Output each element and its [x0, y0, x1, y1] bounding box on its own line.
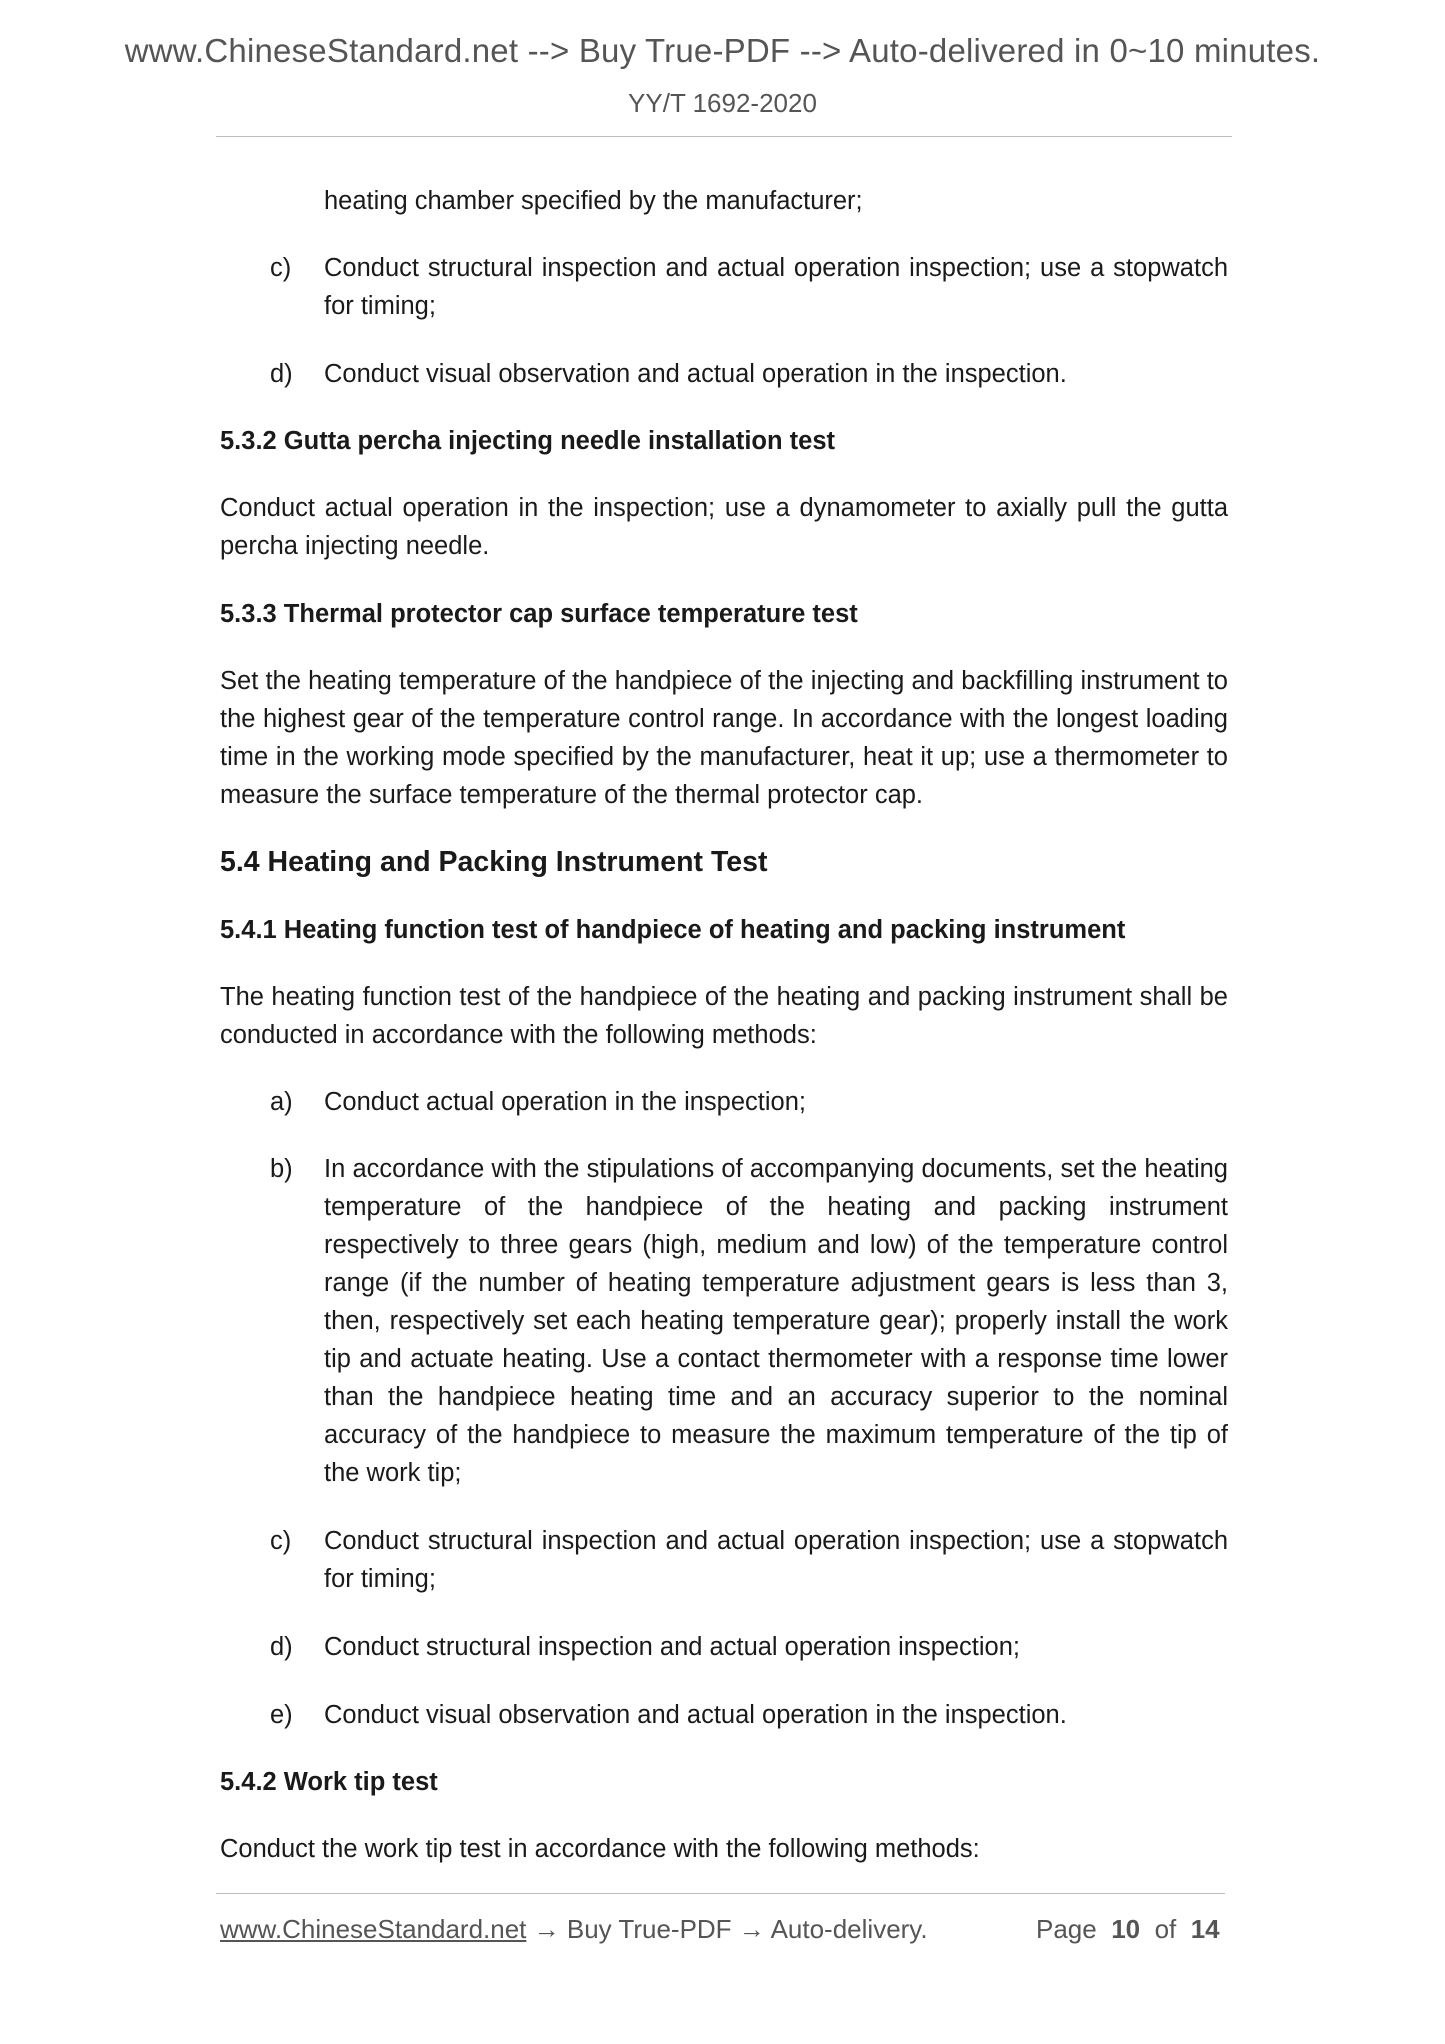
list-item-text: Conduct structural inspection and actual operation inspection; use a stopwatch for timing;: [324, 254, 1228, 320]
paragraph-5-4-1: The heating function test of the handpiece of the heating and packing instrument shall be conducted in accordance with the following methods:: [220, 983, 1228, 1049]
header-banner: www.ChineseStandard.net --> Buy True-PDF --> Auto-delivered in 0~10 minutes.: [124, 32, 1321, 69]
list-item-text: Conduct actual operation in the inspection;: [324, 1088, 806, 1116]
section-heading-5-3-3: 5.3.3 Thermal protector cap surface temperature test: [220, 600, 858, 628]
footer-link-area: [220, 1914, 928, 1945]
total-pages: 14: [1190, 1914, 1220, 1944]
section-heading-5-4: 5.4 Heating and Packing Instrument Test: [220, 846, 768, 878]
footer-tagline: → Buy True-PDF → Auto-delivery.: [526, 1914, 928, 1944]
list-item-label: b): [270, 1155, 293, 1183]
paragraph-5-3-3: Set the heating temperature of the handpiece of the injecting and backfilling instrument to the highest gear of the temperature control range. In accordance with the longest loading time in the working mode specified by the manufacturer, heat it up; use a thermometer to measure the surface temperature of the thermal protector cap.: [220, 667, 1228, 809]
paragraph-5-3-2: Conduct actual operation in the inspection; use a dynamometer to axially pull the gutta percha injecting needle.: [220, 494, 1228, 560]
list-item-label: a): [270, 1088, 293, 1116]
section-heading-5-3-2: 5.3.2 Gutta percha injecting needle installation test: [220, 427, 835, 455]
list-item-text: Conduct visual observation and actual operation in the inspection.: [324, 1701, 1067, 1729]
paragraph-5-4-2: Conduct the work tip test in accordance with the following methods:: [220, 1835, 980, 1863]
of-word: of: [1154, 1914, 1177, 1944]
list-item-text: Conduct structural inspection and actual operation inspection;: [324, 1633, 1021, 1661]
section-heading-5-4-2: 5.4.2 Work tip test: [220, 1768, 438, 1796]
document-id: YY/T 1692-2020: [628, 88, 817, 118]
list-item-text: In accordance with the stipulations of accompanying documents, set the heating temperature of the handpiece of the heating and packing instrument respectively to three gears (high, medium and low) of the temperature control range (if the number of heating temperature adjustment gears is less than 3, then, respectively set each heating temperature gear); properly install the work tip and actuate heating. Use a contact thermometer with a response time lower than the handpiece heating time and an accuracy superior to the nominal accuracy of the handpiece to measure the maximum temperature of the tip of the work tip;: [324, 1155, 1228, 1487]
continuation-text: heating chamber specified by the manufacturer;: [324, 187, 863, 215]
list-item-label: e): [270, 1701, 293, 1729]
page-indicator: [1036, 1914, 1220, 1945]
list-item-label: c): [270, 1527, 292, 1555]
footer-divider: [216, 1893, 1225, 1894]
list-item-text: Conduct visual observation and actual operation in the inspection.: [324, 360, 1067, 388]
header-divider: [216, 136, 1232, 137]
page-word: Page: [1036, 1914, 1097, 1944]
list-item-label: d): [270, 1633, 293, 1661]
current-page-number: 10: [1111, 1914, 1141, 1944]
list-item-label: d): [270, 360, 293, 388]
section-heading-5-4-1: 5.4.1 Heating function test of handpiece of heating and packing instrument: [220, 916, 1126, 944]
footer-site-link[interactable]: www.ChineseStandard.net: [220, 1914, 527, 1944]
list-item-text: Conduct structural inspection and actual operation inspection; use a stopwatch for timing;: [324, 1527, 1228, 1593]
list-item-label: c): [270, 254, 292, 282]
